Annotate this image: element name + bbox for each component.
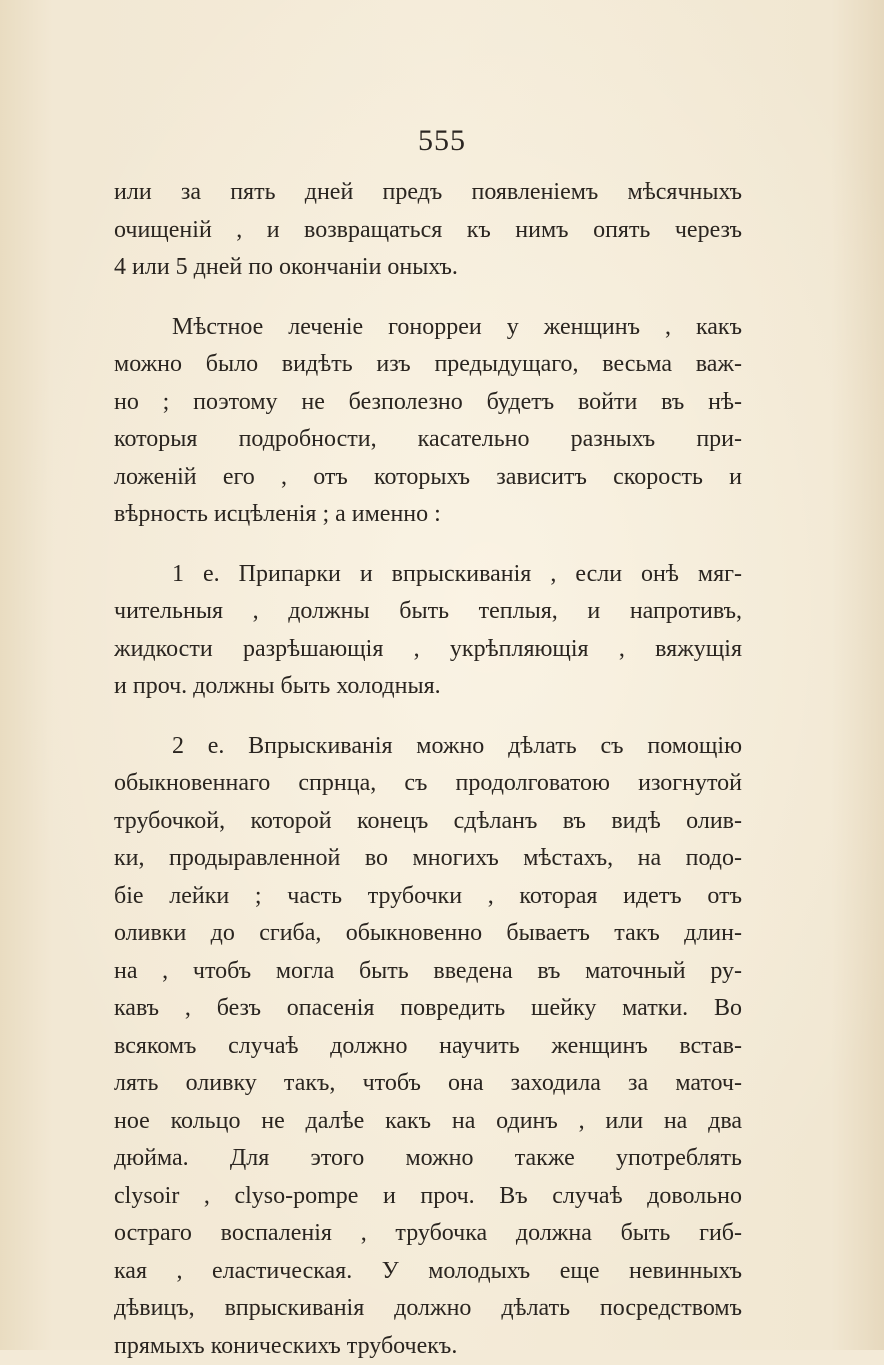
page-number: 555 <box>0 124 884 158</box>
text-line: очищенiй , и возвращаться къ нимъ опять черезъ <box>114 212 742 250</box>
text-line: лять оливку такъ, чтобъ она заходила за маточ- <box>114 1065 742 1103</box>
text-line: которыя подробности, касательно разныхъ при- <box>114 421 742 459</box>
text-line: чительныя , должны быть теплыя, и напротивъ, <box>114 593 742 631</box>
text-line: 4 или 5 дней по окончанiи оныхъ. <box>114 249 742 287</box>
text-line: или за пять дней предъ появленiемъ мѣсячныхъ <box>114 174 742 212</box>
text-line: 1 е. Припарки и впрыскиванiя , если онѣ мяг- <box>114 556 742 594</box>
text-line: вѣрность исцѣленiя ; а именно : <box>114 496 742 534</box>
text-line: ки, продыравленной во многихъ мѣстахъ, на подо- <box>114 840 742 878</box>
text-line: всякомъ случаѣ должно научить женщинъ встав- <box>114 1028 742 1066</box>
text-line: 2 е. Впрыскиванiя можно дѣлать съ помощiю <box>114 728 742 766</box>
text-line: кая , еластическая. У молодыхъ еще невинныхъ <box>114 1253 742 1291</box>
paragraph-1 <box>114 174 742 287</box>
text-line: можно было видѣть изъ предыдущаго, весьма важ- <box>114 346 742 384</box>
text-line: остраго воспаленiя , трубочка должна быть гиб- <box>114 1215 742 1253</box>
paragraph-3 <box>114 556 742 706</box>
text-line: бiе лейки ; часть трубочки , которая идетъ отъ <box>114 878 742 916</box>
text-line: ное кольцо не далѣе какъ на одинъ , или на два <box>114 1103 742 1141</box>
text-line: обыкновеннаго спрнца, съ продолговатою изогнутой <box>114 765 742 803</box>
text-line: дѣвицъ, впрыскиванiя должно дѣлать посредствомъ <box>114 1290 742 1328</box>
text-line: ложенiй его , отъ которыхъ зависитъ скорость и <box>114 459 742 497</box>
text-line: но ; поэтому не безполезно будетъ войти въ нѣ- <box>114 384 742 422</box>
text-line: прямыхъ коническихъ трубочекъ. <box>114 1328 742 1365</box>
paragraph-4 <box>114 728 742 1365</box>
text-line: Мѣстное леченiе гонорреи у женщинъ , какъ <box>114 309 742 347</box>
text-line: на , чтобъ могла быть введена въ маточный ру- <box>114 953 742 991</box>
text-line: трубочкой, которой конецъ сдѣланъ въ видѣ олив- <box>114 803 742 841</box>
text-line: оливки до сгиба, обыкновенно бываетъ такъ длин- <box>114 915 742 953</box>
text-line: clysoir , clyso-pompe и проч. Въ случаѣ довольно <box>114 1178 742 1216</box>
body-text <box>114 174 742 1365</box>
paragraph-2 <box>114 309 742 534</box>
text-line: и проч. должны быть холодныя. <box>114 668 742 706</box>
text-line: дюйма. Для этого можно также употреблять <box>114 1140 742 1178</box>
text-line: кавъ , безъ опасенiя повредить шейку матки. Во <box>114 990 742 1028</box>
text-line: жидкости разрѣшающiя , укрѣпляющiя , вяжущiя <box>114 631 742 669</box>
